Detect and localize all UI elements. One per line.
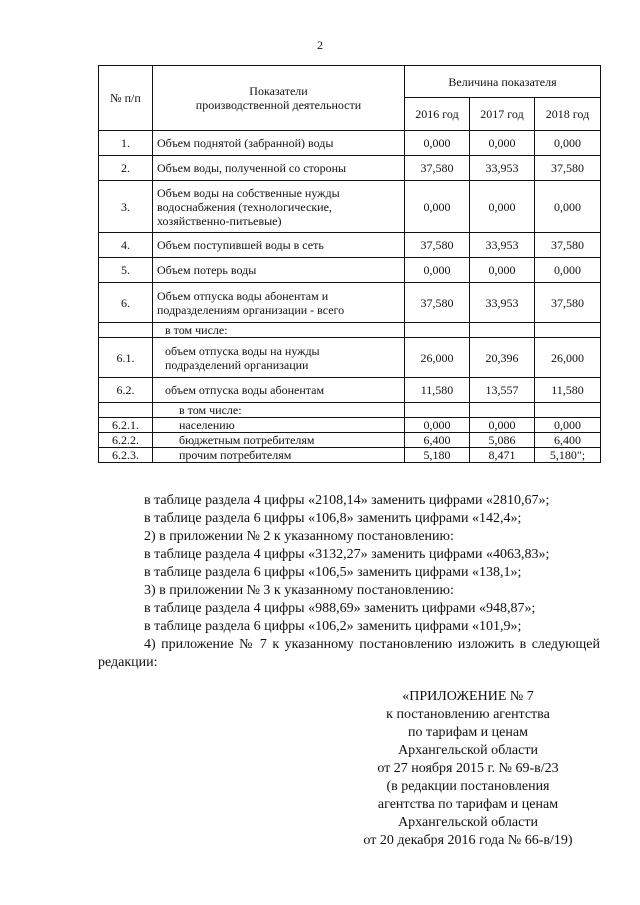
row-label-line: подразделений организации	[165, 357, 309, 372]
row-label	[153, 448, 405, 463]
row-value: 0,000	[405, 181, 470, 233]
paragraph: 2) в приложении № 2 к указанному постановлению:	[144, 529, 454, 544]
row-number: 6.2.1.	[99, 418, 153, 433]
table-row	[99, 378, 601, 403]
paragraph: в таблице раздела 4 цифры «988,69» заменить цифрами «948,87»;	[144, 601, 536, 616]
row-label	[153, 403, 405, 418]
row-number: 1.	[99, 131, 153, 156]
row-label-line: в том числе:	[179, 403, 242, 417]
row-value	[470, 403, 535, 418]
row-value: 6,400	[405, 433, 470, 448]
row-value: 37,580	[535, 283, 601, 323]
amendments-text	[98, 492, 600, 672]
table-row	[99, 156, 601, 181]
appendix-line: Архангельской области	[398, 815, 538, 830]
row-label-line: хозяйственно-питьевые)	[157, 213, 282, 228]
appendix-line: по тарифам и ценам	[408, 725, 528, 740]
appendix-line: от 27 ноября 2015 г. № 69-в/23	[377, 761, 559, 776]
row-label	[153, 131, 405, 156]
row-value: 0,000	[470, 418, 535, 433]
row-value: 0,000	[405, 131, 470, 156]
row-value: 0,000	[535, 258, 601, 283]
row-number: 6.2.2.	[99, 433, 153, 448]
row-value: 8,471	[470, 448, 535, 463]
paragraph: в таблице раздела 6 цифры «106,8» заменить цифрами «142,4»;	[144, 511, 522, 526]
appendix-line: агентства по тарифам и ценам	[377, 797, 559, 812]
row-value	[405, 403, 470, 418]
paragraph: в таблице раздела 4 цифры «3132,27» заменить цифрами «4063,83»;	[144, 547, 550, 562]
paragraph: 3) в приложении № 3 к указанному постановлению:	[144, 583, 454, 598]
table-row	[99, 283, 601, 323]
row-number: 3.	[99, 181, 153, 233]
appendix-line: Архангельской области	[398, 743, 538, 758]
row-label-line: прочим потребителям	[179, 448, 292, 462]
row-value: 5,180";	[535, 448, 601, 463]
row-value	[405, 323, 470, 338]
row-value: 26,000	[405, 338, 470, 378]
row-label	[153, 283, 405, 323]
row-number: 6.1.	[99, 338, 153, 378]
row-value: 6,400	[535, 433, 601, 448]
row-label	[153, 433, 405, 448]
row-number: 6.2.	[99, 378, 153, 403]
row-value: 0,000	[405, 258, 470, 283]
row-number: 6.	[99, 283, 153, 323]
row-value	[535, 403, 601, 418]
row-label	[153, 258, 405, 283]
table-row	[99, 338, 601, 378]
page-number: 2	[317, 38, 323, 52]
table-row	[99, 233, 601, 258]
row-value: 11,580	[535, 378, 601, 403]
paragraph: в таблице раздела 6 цифры «106,2» заменить цифрами «101,9»;	[144, 619, 522, 634]
row-label	[153, 323, 405, 338]
row-number	[99, 323, 153, 338]
row-value: 33,953	[470, 283, 535, 323]
row-value: 5,086	[470, 433, 535, 448]
row-number: 4.	[99, 233, 153, 258]
paragraph: в таблице раздела 4 цифры «2108,14» заменить цифрами «2810,67»;	[144, 493, 550, 508]
row-value: 37,580	[405, 233, 470, 258]
table-row	[99, 433, 601, 448]
indicators-table	[98, 65, 601, 463]
row-value: 0,000	[535, 181, 601, 233]
row-label-line: водоснабжения (технологические,	[157, 199, 332, 214]
row-value: 33,953	[470, 156, 535, 181]
row-value	[470, 323, 535, 338]
table-row	[99, 181, 601, 233]
row-number: 6.2.3.	[99, 448, 153, 463]
row-value: 26,000	[535, 338, 601, 378]
row-value: 33,953	[470, 233, 535, 258]
header-year: 2018 год	[535, 98, 601, 131]
header-indicators-line: производственной деятельности	[195, 98, 362, 112]
row-label	[153, 338, 405, 378]
row-value: 13,557	[470, 378, 535, 403]
header-num: № п/п	[99, 66, 153, 131]
table-row	[99, 448, 601, 463]
row-value: 37,580	[405, 283, 470, 323]
appendix-line: «ПРИЛОЖЕНИЕ № 7	[402, 689, 534, 704]
paragraph: 4) приложение № 7 к указанному постановлению изложить в следующей редакции:	[98, 637, 600, 670]
row-value: 20,396	[470, 338, 535, 378]
paragraph: в таблице раздела 6 цифры «106,5» заменить цифрами «138,1»;	[144, 565, 522, 580]
row-value: 0,000	[470, 258, 535, 283]
row-number: 5.	[99, 258, 153, 283]
appendix-line: к постановлению агентства	[386, 707, 550, 722]
header-year: 2017 год	[470, 98, 535, 131]
header-value-group: Величина показателя	[405, 66, 601, 98]
row-label-line: в том числе:	[165, 323, 228, 337]
row-label-line: Объем воды на собственные нужды	[157, 185, 340, 200]
row-value: 37,580	[405, 156, 470, 181]
row-value: 5,180	[405, 448, 470, 463]
row-value: 0,000	[405, 418, 470, 433]
row-value: 37,580	[535, 233, 601, 258]
table-row	[99, 418, 601, 433]
row-label-line: Объем воды, полученной со стороны	[157, 161, 347, 175]
row-label	[153, 181, 405, 233]
row-value: 11,580	[405, 378, 470, 403]
row-value: 0,000	[470, 181, 535, 233]
header-year: 2016 год	[405, 98, 470, 131]
row-value: 0,000	[470, 131, 535, 156]
table-row	[99, 131, 601, 156]
row-value: 0,000	[535, 131, 601, 156]
appendix-line: (в редакции постановления	[386, 779, 550, 794]
row-label-line: объем отпуска воды абонентам	[165, 383, 325, 397]
row-label-line: Объем поступившей воды в сеть	[157, 238, 324, 252]
row-label-line: объем отпуска воды на нужды	[165, 343, 320, 358]
header-indicators	[153, 66, 405, 131]
row-label	[153, 418, 405, 433]
row-value	[535, 323, 601, 338]
row-label-line: бюджетным потребителям	[179, 433, 315, 447]
row-label	[153, 378, 405, 403]
row-label-line: Объем поднятой (забранной) воды	[157, 136, 334, 150]
row-number	[99, 403, 153, 418]
row-label-line: населению	[179, 418, 235, 432]
table-header-row	[99, 66, 601, 98]
row-label	[153, 156, 405, 181]
table-row	[99, 258, 601, 283]
table-row	[99, 323, 601, 338]
row-number: 2.	[99, 156, 153, 181]
row-label-line: Объем отпуска воды абонентам и	[157, 288, 329, 303]
table-row	[99, 403, 601, 418]
header-indicators-line: Показатели	[249, 84, 308, 98]
row-label-line: подразделениям организации - всего	[157, 302, 345, 317]
row-value: 37,580	[535, 156, 601, 181]
row-label-line: Объем потерь воды	[157, 263, 257, 277]
appendix-heading	[318, 688, 618, 850]
row-label	[153, 233, 405, 258]
appendix-line: от 20 декабря 2016 года № 66-в/19)	[363, 833, 573, 848]
table-body	[99, 131, 601, 463]
row-value: 0,000	[535, 418, 601, 433]
